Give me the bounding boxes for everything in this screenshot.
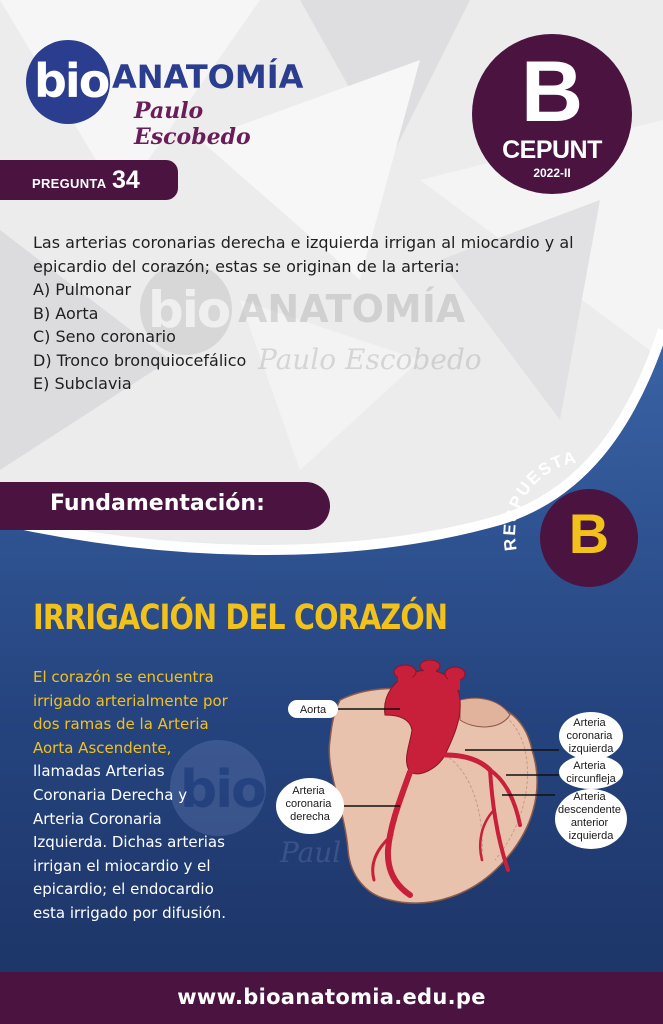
question-number-tab [0, 160, 178, 200]
explanation-line: irrigan el miocardio y el [33, 856, 211, 875]
logo-name-text: ANATOMÍA [112, 58, 304, 96]
logo-bio-text: bio [34, 54, 109, 108]
answer-option-e: E) Subclavia [33, 374, 132, 393]
question-stem-line: epicardio del corazón; estas se originan de la arteria: [33, 256, 460, 276]
exam-version-letter: B [520, 44, 584, 140]
question-text [33, 231, 633, 396]
watermark-bio-text: bio [148, 281, 230, 339]
explanation-line: Izquierda. Dichas arterias [33, 833, 225, 852]
answer-option-d: D) Tronco bronquiocefálico [33, 350, 247, 370]
label-left-coronary-line: izquierda [568, 743, 614, 755]
explanation-heading: Fundamentación: [50, 491, 265, 516]
watermark-name-text: ANATOMÍA [238, 287, 466, 331]
watermark-author-text: Paul [280, 836, 342, 869]
explanation-highlight-line: irrigado arterialmente por [33, 691, 228, 710]
explanation-highlight-line: Aorta Ascendente, [33, 738, 172, 757]
answer-option-a: A) Pulmonar [33, 280, 132, 299]
heart-coronary-diagram [270, 660, 645, 925]
explanation-line: esta irrigado por difusión. [33, 903, 227, 922]
label-lad-line: izquierda [568, 830, 614, 842]
logo-author-text: Paulo Escobedo [134, 98, 251, 150]
exam-period: 2022-II [533, 166, 571, 180]
label-aorta: Aorta [299, 704, 327, 716]
explanation-line: Arteria Coronaria [33, 809, 162, 828]
label-lad-line: anterior [570, 817, 609, 829]
label-left-coronary-line: coronaria [566, 730, 613, 742]
answer-label: RESPUESTA [499, 447, 580, 553]
footer-bar [0, 972, 663, 1024]
section-title: IRRIGACIÓN DEL CORAZÓN [33, 598, 448, 638]
svg-text:Arteria coronaria dere [286, 785, 335, 823]
question-number: 34 [112, 166, 140, 194]
watermark-bio-text: bio [180, 760, 265, 820]
explanation-line: epicardio; el endocardio [33, 880, 214, 899]
label-right-coronary-line: derecha [290, 811, 330, 823]
answer-option-c: C) Seno coronario [33, 327, 176, 346]
explanation-highlight-line: El corazón se encuentra [33, 668, 214, 686]
explanation-highlight-line: dos ramas de la Arteria [33, 715, 209, 734]
label-lad-line: descendente [557, 804, 621, 816]
answer-letter: B [568, 502, 610, 565]
svg-text:Arteria coronaria izqu [567, 717, 616, 755]
explanation-line: llamadas Arterias [33, 762, 165, 781]
exam-version-badge [472, 34, 632, 194]
answer-badge [540, 489, 638, 587]
label-circumflex-line: Arteria [573, 760, 606, 772]
explanation-paragraph [33, 666, 273, 926]
label-lad-line: Arteria [573, 791, 606, 803]
explanation-line: Coronaria Derecha y [33, 785, 188, 804]
question-label: PREGUNTA [32, 176, 107, 191]
website-link[interactable]: www.bioanatomia.edu.pe [177, 985, 486, 1009]
label-left-coronary-line: Arteria [573, 717, 606, 729]
exam-name: CEPUNT [502, 136, 602, 164]
explanation-heading-bar [0, 482, 330, 530]
label-right-coronary-line: Arteria [292, 785, 325, 797]
watermark-author-text: Paulo Escobedo [258, 343, 482, 376]
bioanatomia-logo [24, 36, 304, 150]
question-stem-line: Las arterias coronarias derecha e izquierda irrigan al miocardio y al [33, 233, 574, 252]
label-right-coronary-line: coronaria [285, 798, 332, 810]
label-circumflex-line: circunfleja [566, 773, 616, 785]
answer-option-b: B) Aorta [33, 303, 99, 323]
